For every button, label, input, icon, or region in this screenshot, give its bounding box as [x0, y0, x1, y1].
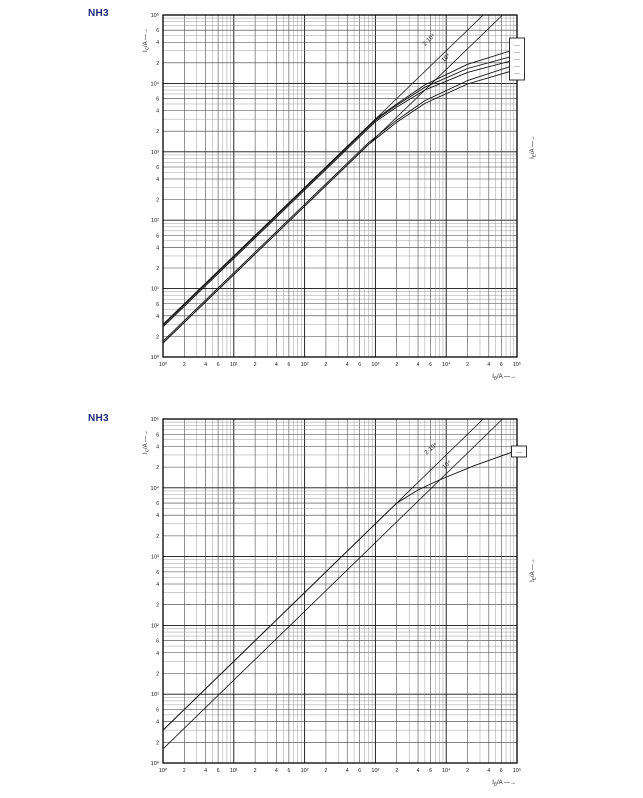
y-minor-tick-label: 2: [156, 197, 159, 204]
right-axis-label: $I_E/A$ —→: [530, 558, 537, 582]
y-minor-tick-label: 6: [156, 432, 159, 439]
y-minor-tick-label: 6: [156, 96, 159, 103]
x-minor-tick-label: 4: [487, 768, 491, 774]
y-minor-tick-label: 6: [156, 301, 159, 308]
x-minor-tick-label: 2: [395, 362, 399, 368]
y-minor-tick-label: 4: [156, 581, 159, 588]
bottom-chart-svg: [0, 400, 643, 798]
x-minor-tick-label: 6: [499, 768, 503, 774]
x-axis-label: $I_B/A$ —→: [492, 374, 516, 381]
y-minor-tick-label: 6: [156, 233, 159, 240]
y-minor-tick-label: 6: [156, 164, 159, 171]
y-minor-tick-label: 4: [156, 650, 159, 657]
curve-label-box-row: ——: [515, 450, 523, 454]
y-minor-tick-label: 4: [156, 108, 159, 115]
y-minor-tick-label: 2: [156, 740, 159, 747]
x-minor-tick-label: 6: [358, 362, 362, 368]
curve-label-box-row: ——: [513, 50, 521, 55]
curve-1: [163, 450, 517, 730]
y-minor-tick-label: 2: [156, 266, 159, 273]
x-minor-tick-label: 2: [253, 768, 257, 774]
y-minor-tick-label: 6: [156, 569, 159, 576]
right-axis-label: $I_E/A$ —→: [530, 135, 537, 159]
chart-title-bottom: NH3: [88, 413, 109, 424]
y-tick-label: 10⁵: [150, 13, 159, 19]
x-minor-tick-label: 6: [216, 768, 220, 774]
gain-line-label: 2·10⁴: [423, 442, 439, 457]
y-axis-label: $I_C/A$ —→: [143, 430, 150, 454]
y-minor-tick-label: 2: [156, 334, 159, 341]
x-minor-tick-label: 6: [287, 362, 291, 368]
x-tick-label: 10⁴: [441, 768, 451, 774]
y-minor-tick-label: 2: [156, 129, 159, 136]
x-minor-tick-label: 2: [324, 362, 328, 368]
x-minor-tick-label: 2: [395, 768, 399, 774]
y-minor-tick-label: 4: [156, 444, 159, 451]
y-tick-label: 10²: [151, 218, 159, 225]
curve-3: [163, 59, 517, 327]
y-tick-label: 10¹: [151, 692, 159, 699]
y-tick-label: 10¹: [151, 286, 159, 293]
y-tick-label: 10⁰: [150, 355, 159, 361]
x-minor-tick-label: 4: [345, 362, 349, 368]
chart-title-top: NH3: [88, 8, 109, 19]
x-minor-tick-label: 4: [204, 768, 208, 774]
x-minor-tick-label: 2: [182, 362, 186, 368]
y-minor-tick-label: 4: [156, 313, 159, 320]
x-minor-tick-label: 6: [287, 768, 291, 774]
y-minor-tick-label: 4: [156, 245, 159, 252]
x-minor-tick-label: 4: [416, 768, 420, 774]
curve-label-box-row: ——: [513, 57, 521, 62]
curve-2: [163, 55, 517, 325]
x-minor-tick-label: 6: [358, 768, 362, 774]
x-minor-tick-label: 6: [429, 768, 432, 774]
y-tick-label: 10⁴: [150, 485, 159, 492]
x-tick-label: 10³: [371, 362, 380, 368]
y-minor-tick-label: 2: [156, 671, 159, 678]
gain-line-label: 10⁴: [440, 52, 452, 64]
plot-frame: [163, 419, 517, 763]
x-tick-label: 10¹: [229, 768, 238, 774]
y-minor-tick-label: 2: [156, 533, 159, 540]
x-minor-tick-label: 4: [275, 768, 278, 774]
y-tick-label: 10³: [151, 149, 159, 156]
x-tick-label: 10²: [300, 768, 309, 774]
y-tick-label: 10²: [151, 623, 159, 630]
x-minor-tick-label: 2: [466, 768, 469, 774]
x-tick-label: 10⁴: [441, 362, 451, 368]
curve-label-box-row: ——: [513, 64, 521, 69]
x-tick-label: 10³: [371, 768, 380, 774]
grid: [163, 419, 517, 763]
x-minor-tick-label: 6: [499, 362, 503, 368]
y-minor-tick-label: 6: [156, 28, 159, 35]
x-minor-tick-label: 4: [204, 362, 208, 368]
x-minor-tick-label: 2: [182, 768, 186, 774]
curve-label-box-row: ——: [513, 43, 521, 48]
y-minor-tick-label: 4: [156, 513, 159, 520]
x-minor-tick-label: 2: [253, 362, 257, 368]
tick-labels: [151, 416, 522, 774]
y-minor-tick-label: 4: [156, 719, 159, 726]
x-minor-tick-label: 2: [324, 768, 328, 774]
gain-line-label: 10⁴: [441, 459, 453, 471]
y-minor-tick-label: 6: [156, 707, 159, 714]
x-minor-tick-label: 4: [416, 362, 420, 368]
x-minor-tick-label: 6: [429, 362, 432, 368]
y-minor-tick-label: 6: [156, 501, 159, 508]
x-axis-label: $I_B/A$ —→: [492, 780, 516, 787]
x-minor-tick-label: 4: [275, 362, 278, 368]
x-tick-label: 10⁵: [512, 768, 522, 774]
x-minor-tick-label: 2: [466, 362, 469, 368]
curve-label-box-row: ——: [513, 71, 521, 76]
y-minor-tick-label: 6: [156, 638, 159, 645]
x-tick-label: 10¹: [229, 362, 238, 368]
y-minor-tick-label: 2: [156, 60, 159, 67]
curve-4: [163, 64, 517, 341]
annotations: [421, 32, 524, 80]
x-tick-label: 10⁰: [158, 362, 168, 368]
x-minor-tick-label: 6: [216, 362, 220, 368]
y-minor-tick-label: 2: [156, 465, 159, 472]
x-minor-tick-label: 4: [345, 768, 349, 774]
y-tick-label: 10⁴: [150, 81, 159, 88]
x-tick-label: 10²: [300, 362, 309, 368]
x-minor-tick-label: 4: [487, 362, 491, 368]
x-tick-label: 10⁵: [512, 362, 522, 368]
y-tick-label: 10⁵: [150, 417, 159, 423]
x-tick-label: 10⁰: [158, 768, 168, 774]
gain-line-label: 2·10⁴: [422, 33, 437, 48]
y-minor-tick-label: 4: [156, 177, 159, 184]
y-tick-label: 10⁰: [150, 761, 159, 767]
y-tick-label: 10³: [151, 554, 159, 561]
y-axis-label: $I_C/A$ —→: [143, 28, 150, 52]
y-minor-tick-label: 4: [156, 40, 159, 47]
y-minor-tick-label: 2: [156, 602, 159, 609]
